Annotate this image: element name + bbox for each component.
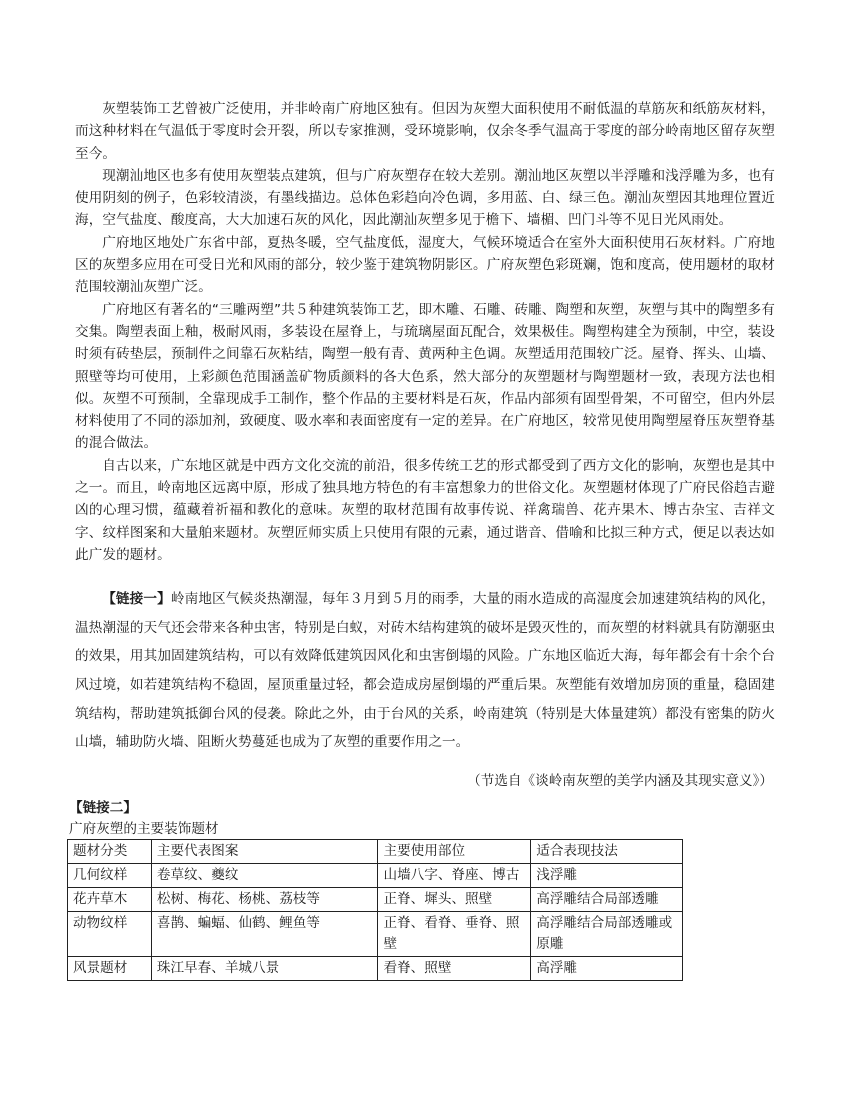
link2-label: 【链接二】 bbox=[69, 800, 137, 817]
table-cell: 喜鹊、蝙蝠、仙鹤、鲤鱼等 bbox=[151, 912, 378, 957]
table-header-cell: 主要代表图案 bbox=[151, 840, 378, 864]
table-cell: 风景题材 bbox=[68, 957, 152, 981]
table-cell: 高浮雕结合局部透雕 bbox=[531, 888, 683, 912]
article-paragraph-5: 自古以来，广东地区就是中西方文化交流的前沿，很多传统工艺的形式都受到了西方文化的影响，灰塑也是其中之一。而且，岭南地区远离中原，形成了独具地方特色的有丰富想象力的世俗文化。灰塑题材体现了广府民俗趋吉避凶的心理习惯，蕴藏着祈福和教化的意味。灰塑的取材范围有故事传说、祥禽瑞兽、花卉果木、博古杂宝、吉祥文字、纹样图案和大量舶来题材。灰塑匠师实质上只使用有限的元素，通过谐音、借喻和比拟三种方式，便足以表达如此广发的题材。 bbox=[75, 457, 775, 563]
article-paragraph-1: 灰塑装饰工艺曾被广泛使用，并非岭南广府地区独有。但因为灰塑大面积使用不耐低温的草筋灰和纸筋灰材料，而这种材料在气温低于零度时会开裂，所以专家推测，受环境影响，仅余冬季气温高于零度的部分岭南地区留存灰塑至今。 bbox=[75, 101, 775, 162]
table-cell: 卷草纹、夔纹 bbox=[151, 864, 378, 888]
table-cell: 高浮雕 bbox=[531, 957, 683, 981]
table-cell: 正脊、墀头、照壁 bbox=[378, 888, 531, 912]
table-cell: 浅浮雕 bbox=[531, 864, 683, 888]
table-cell: 高浮雕结合局部透雕或原雕 bbox=[531, 912, 683, 957]
table-row bbox=[68, 864, 683, 888]
link1-paragraph bbox=[75, 585, 775, 757]
document-page bbox=[69, 98, 775, 981]
article-paragraph-2: 现潮汕地区也多有使用灰塑装点建筑，但与广府灰塑存在较大差别。潮汕地区灰塑以半浮雕和浅浮雕为多，也有使用阴刻的例子，色彩较清淡，有墨线描边。总体色彩趋向冷色调，多用蓝、白、绿三色。潮汕灰塑因其地理位置近海，空气盐度、酸度高，大大加速石灰的风化，因此潮汕灰塑多见于檐下、墙楣、凹门斗等不见日光风雨处。 bbox=[75, 167, 775, 229]
table-cell: 正脊、看脊、垂脊、照壁 bbox=[378, 912, 531, 957]
table-header-cell: 题材分类 bbox=[68, 840, 152, 864]
table-cell: 动物纹样 bbox=[68, 912, 152, 957]
table-row bbox=[68, 912, 683, 957]
table-header-cell: 适合表现技法 bbox=[531, 840, 683, 864]
table-row bbox=[68, 957, 683, 981]
table-cell: 花卉草木 bbox=[68, 888, 152, 912]
article-paragraph-3: 广府地区地处广东省中部，夏热冬暖，空气盐度低，湿度大，气候环境适合在室外大面积使用石灰材料。广府地区的灰塑多应用在可受日光和风雨的部分，较少鉴于建筑物阴影区。广府灰塑色彩斑斓，饱和度高，使用题材的取材范围较潮汕灰塑广泛。 bbox=[75, 234, 775, 296]
table-row bbox=[68, 888, 683, 912]
table-cell: 松树、梅花、杨桃、荔枝等 bbox=[151, 888, 378, 912]
table-cell: 几何纹样 bbox=[68, 864, 152, 888]
link1-text: 岭南地区气候炎热潮湿，每年３月到５月的雨季，大量的雨水造成的高湿度会加速建筑结构的风化，温热潮湿的天气还会带来各种虫害，特别是白蚁，对砖木结构建筑的破坏是毁灭性的，而灰塑的材料就具有防潮驱虫的效果，用其加固建筑结构，可以有效降低建筑因风化和虫害倒塌的风险。广东地区临近大海，每年都会有十余个台风过境，如若建筑结构不稳固，屋顶重量过轻，都会造成房屋倒塌的严重后果。灰塑能有效增加房顶的重量，稳固建筑结构，帮助建筑抵御台风的侵袭。除此之外，由于台风的关系，岭南建筑（特别是大体量建筑）都没有密集的防火山墙，辅助防火墙、阻断火势蔓延也成为了灰塑的重要作用之一。 bbox=[75, 591, 775, 751]
decoration-table bbox=[67, 839, 683, 981]
table-header-row bbox=[68, 840, 683, 864]
table-caption: 广府灰塑的主要装饰题材 bbox=[69, 821, 219, 838]
table-cell: 山墙八字、脊座、博古 bbox=[378, 864, 531, 888]
table-cell: 看脊、照壁 bbox=[378, 957, 531, 981]
link1-source: （节选自《谈岭南灰塑的美学内涵及其现实意义》） bbox=[467, 773, 773, 790]
table-cell: 珠江早春、羊城八景 bbox=[151, 957, 378, 981]
table-header-cell: 主要使用部位 bbox=[378, 840, 531, 864]
link1-label: 【链接一】 bbox=[102, 591, 171, 608]
article-paragraph-4: 广府地区有著名的“三雕两塑”共５种建筑装饰工艺，即木雕、石雕、砖雕、陶塑和灰塑，灰塑与其中的陶塑多有交集。陶塑表面上釉，极耐风雨，多装设在屋脊上，与琉璃屋面瓦配合，效果极佳。陶塑构建全为预制，中空，装设时须有砖垫层，预制件之间靠石灰粘结，陶塑一般有青、黄两种主色调。灰塑适用范围较广泛。屋脊、挥头、山墙、照壁等均可使用，上彩颜色范围涵盖矿物质颜料的各大色系，然大部分的灰塑题材与陶塑题材一致，表现方法也相似。灰塑不可预制，全靠现成手工制作，整个作品的主要材料是石灰，作品内部须有固型骨架，不可留空，但内外层材料使用了不同的添加剂，致硬度、吸水率和表面密度有一定的差异。在广府地区，较常见使用陶塑屋脊压灰塑脊基的混合做法。 bbox=[75, 301, 775, 452]
